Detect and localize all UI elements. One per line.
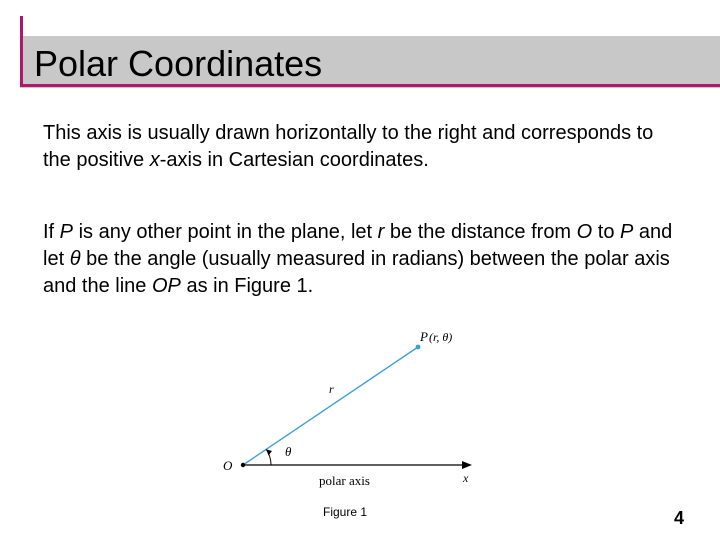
para1-text-a: This axis is usually drawn horizontally to the right and corresponds to the positive — [43, 122, 654, 171]
para2-text: is any other point in the plane, let — [73, 221, 378, 243]
page-number: 4 — [674, 508, 685, 528]
para1-x-var: x — [149, 149, 160, 171]
figure-caption: Figure 1 — [323, 505, 368, 519]
para2-text: be the angle (usually measured in radians) between the polar axis and the line — [43, 248, 670, 297]
slide-title: Polar Coordinates — [34, 43, 323, 84]
polar-coordinates-figure — [215, 320, 495, 495]
para2-var-r: r — [377, 221, 385, 243]
polar-axis-arrowhead — [462, 461, 472, 469]
para2-var-p: P — [59, 221, 74, 243]
title-accent-horizontal — [20, 84, 720, 87]
point-p-coords-label: (r, θ) — [429, 330, 453, 344]
origin-point — [241, 463, 245, 467]
para2-text: be the distance from — [384, 221, 577, 243]
point-p-label: P — [420, 329, 428, 344]
theta-label: θ — [285, 444, 292, 459]
para2-var-theta: θ — [69, 248, 81, 270]
polar-axis-label: polar axis — [319, 473, 370, 488]
op-line — [243, 347, 418, 465]
para2-var-op: OP — [151, 275, 181, 297]
r-label: r — [329, 382, 334, 396]
point-p-marker — [416, 345, 421, 350]
para2-text: as in Figure 1. — [180, 275, 314, 297]
paragraph-definition — [43, 219, 693, 300]
origin-label: O — [223, 458, 233, 473]
para2-var-p: P — [620, 221, 634, 243]
para2-text: and let — [43, 221, 673, 270]
para2-text: to — [592, 221, 621, 243]
para2-var-o: O — [576, 221, 593, 243]
x-axis-label: x — [463, 471, 469, 485]
paragraph-polar-axis — [43, 120, 683, 174]
para1-text-b: -axis in Cartesian coordinates. — [159, 149, 429, 171]
para2-text: If — [43, 221, 60, 243]
title-accent-vertical — [20, 16, 23, 84]
theta-arc-arrowhead — [266, 449, 272, 455]
